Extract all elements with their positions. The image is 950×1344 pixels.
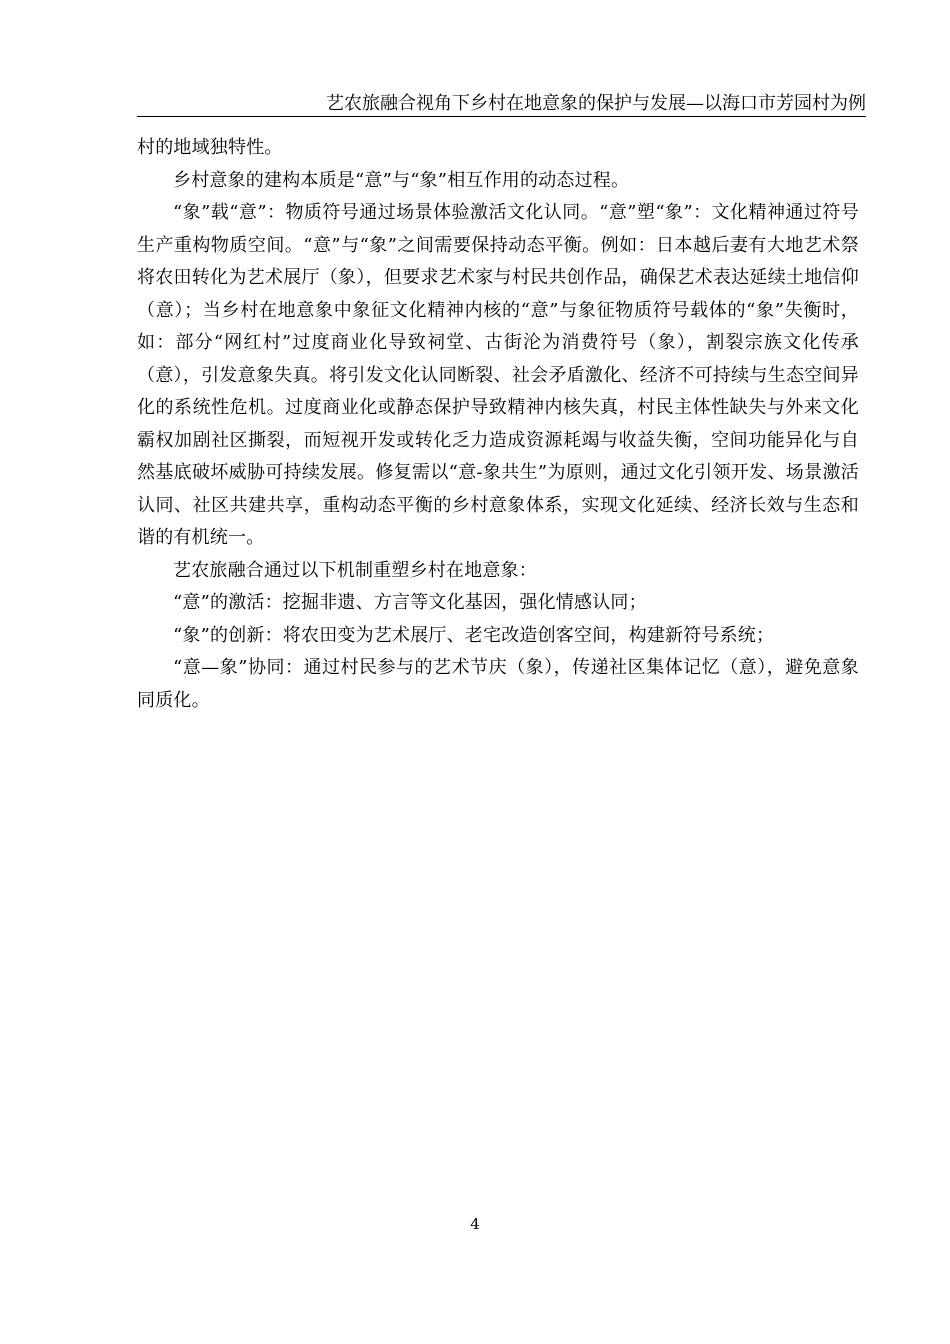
- paragraph-dynamic-balance: “象”载“意”：物质符号通过场景体验激活文化认同。“意”塑“象”：文化精神通过符号生产重构物质空间。“意”与“象”之间需要保持动态平衡。例如：日本越后妻有大地艺术祭将农田转化为艺术展厅（象），但要求艺术家与村民共创作品，确保艺术表达延续土地信仰（意）；当乡村在地意象中象征文化精神内核的“意”与象征物质符号载体的“象”失衡时，如：部分“网红村”过度商业化导致祠堂、古街沦为消费符号（象），割裂宗族文化传承（意），引发意象失真。将引发文化认同断裂、社会矛盾激化、经济不可持续与生态空间异化的系统性危机。过度商业化或静态保护导致精神内核失真，村民主体性缺失与外来文化霸权加剧社区撕裂，而短视开发或转化乏力造成资源耗竭与收益失衡，空间功能异化与自然基底破坏威胁可持续发展。修复需以“意-象共生”为原则，通过文化引领开发、场景激活认同、社区共建共享，重构动态平衡的乡村意象体系，实现文化延续、经济长效与生态和谐的有机统一。: [137, 202, 859, 548]
- paragraph-continuation: 村的地域独特性。: [137, 137, 283, 158]
- paragraph-thesis: 乡村意象的建构本质是“意”与“象”相互作用的动态过程。: [173, 169, 630, 191]
- page-number: 4: [470, 1215, 480, 1233]
- paragraph-mechanism-activation: “意”的激活：挖掘非遗、方言等文化基因，强化情感认同；: [173, 592, 647, 613]
- running-header: 艺农旅融合视角下乡村在地意象的保护与发展—以海口市芳园村为例: [326, 93, 866, 114]
- body-text: [137, 132, 859, 717]
- paragraph-mechanism-innovation: “象”的创新：将农田变为艺术展厅、老宅改造创客空间，构建新符号系统；: [173, 624, 775, 646]
- paragraph-mechanism-intro: 艺农旅融合通过以下机制重塑乡村在地意象：: [173, 559, 537, 581]
- header-rule: [137, 116, 866, 117]
- paragraph-mechanism-synergy: “意—象”协同：通过村民参与的艺术节庆（象），传递社区集体记忆（意），避免意象同质化。: [137, 657, 859, 711]
